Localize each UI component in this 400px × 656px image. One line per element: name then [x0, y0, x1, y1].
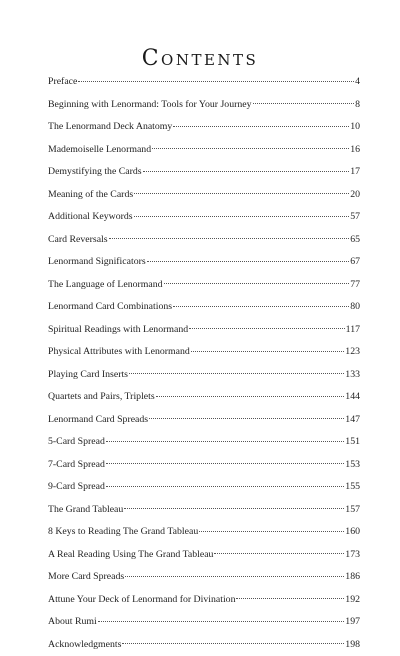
dot-leader [106, 441, 344, 442]
toc-entry-title: Physical Attributes with Lenormand [48, 341, 190, 364]
toc-entry [48, 206, 360, 229]
dot-leader [129, 373, 344, 374]
toc-entry-title: Lenormand Significators [48, 251, 146, 274]
toc-entry-title: About Rumi [48, 611, 97, 634]
dot-leader [109, 238, 350, 239]
toc-entry-page: 67 [350, 251, 360, 274]
toc-entry [48, 116, 360, 139]
dot-leader [199, 531, 344, 532]
toc-entry-page: 147 [345, 409, 360, 432]
dot-leader [152, 148, 349, 149]
toc-entry [48, 521, 360, 544]
toc-entry-title: Meaning of the Cards [48, 184, 133, 207]
toc-entry-page: 160 [345, 521, 360, 544]
toc-entry-page: 144 [345, 386, 360, 409]
dot-leader [124, 508, 344, 509]
toc-entry-page: 10 [350, 116, 360, 139]
toc-entry-page: 77 [350, 274, 360, 297]
toc-entry-page: 198 [345, 634, 360, 656]
toc-entry-title: Preface [48, 71, 77, 94]
toc-entry-title: 5-Card Spread [48, 431, 105, 454]
toc-entry [48, 296, 360, 319]
dot-leader [191, 351, 345, 352]
toc-entry-page: 20 [350, 184, 360, 207]
toc-entry-title: Additional Keywords [48, 206, 133, 229]
toc-entry-page: 173 [345, 544, 360, 567]
toc-entry-title: 8 Keys to Reading The Grand Tableau [48, 521, 198, 544]
toc-entry-title: Card Reversals [48, 229, 108, 252]
toc-entry-page: 133 [345, 364, 360, 387]
toc-entry-page: 16 [350, 139, 360, 162]
toc-entry [48, 229, 360, 252]
dot-leader [143, 171, 350, 172]
toc-entry-title: Mademoiselle Lenormand [48, 139, 151, 162]
dot-leader [214, 553, 344, 554]
dot-leader [122, 643, 344, 644]
toc-entry [48, 184, 360, 207]
dot-leader [147, 261, 350, 262]
toc-entry-title: Lenormand Card Combinations [48, 296, 172, 319]
toc-entry [48, 454, 360, 477]
table-of-contents [48, 68, 360, 656]
toc-entry [48, 566, 360, 589]
dot-leader [106, 463, 344, 464]
toc-entry-page: 157 [345, 499, 360, 522]
toc-entry-page: 57 [350, 206, 360, 229]
toc-entry [48, 71, 360, 94]
toc-entry-title: A Real Reading Using The Grand Tableau [48, 544, 213, 567]
toc-entry [48, 409, 360, 432]
toc-entry-title: 7-Card Spread [48, 454, 105, 477]
dot-leader [134, 193, 349, 194]
toc-entry-page: 153 [345, 454, 360, 477]
toc-entry [48, 386, 360, 409]
toc-entry-page: 80 [350, 296, 360, 319]
dot-leader [149, 418, 344, 419]
toc-entry-title: The Language of Lenormand [48, 274, 163, 297]
toc-entry [48, 161, 360, 184]
dot-leader [189, 328, 345, 329]
toc-entry-page: 17 [350, 161, 360, 184]
dot-leader [173, 126, 349, 127]
toc-entry-title: The Lenormand Deck Anatomy [48, 116, 172, 139]
toc-entry [48, 634, 360, 656]
toc-entry-title: Playing Card Inserts [48, 364, 128, 387]
toc-entry [48, 341, 360, 364]
toc-entry-title: Quartets and Pairs, Triplets [48, 386, 155, 409]
page-title: Contents [0, 46, 400, 71]
toc-entry [48, 431, 360, 454]
toc-entry [48, 544, 360, 567]
toc-entry-title: Spiritual Readings with Lenormand [48, 319, 188, 342]
toc-entry-title: The Grand Tableau [48, 499, 123, 522]
toc-entry-title: More Card Spreads [48, 566, 124, 589]
toc-entry [48, 94, 360, 117]
toc-entry [48, 476, 360, 499]
toc-entry-title: Demystifying the Cards [48, 161, 142, 184]
toc-entry [48, 499, 360, 522]
toc-entry [48, 364, 360, 387]
toc-entry-page: 123 [345, 341, 360, 364]
dot-leader [106, 486, 344, 487]
toc-entry-page: 186 [345, 566, 360, 589]
dot-leader [253, 103, 355, 104]
dot-leader [78, 81, 354, 82]
toc-entry-page: 4 [355, 71, 360, 94]
toc-entry [48, 139, 360, 162]
toc-entry-page: 155 [345, 476, 360, 499]
toc-entry-page: 65 [350, 229, 360, 252]
dot-leader [134, 216, 350, 217]
toc-entry-title: Beginning with Lenormand: Tools for Your Journey [48, 94, 252, 117]
toc-entry [48, 274, 360, 297]
toc-entry-title: 9-Card Spread [48, 476, 105, 499]
toc-entry [48, 611, 360, 634]
toc-entry-page: 192 [345, 589, 360, 612]
toc-entry-page: 197 [345, 611, 360, 634]
toc-entry-page: 117 [346, 319, 360, 342]
dot-leader [156, 396, 345, 397]
toc-entry-page: 8 [355, 94, 360, 117]
dot-leader [125, 576, 344, 577]
toc-entry [48, 319, 360, 342]
dot-leader [236, 598, 344, 599]
dot-leader [173, 306, 349, 307]
dot-leader [98, 621, 345, 622]
toc-entry-title: Attune Your Deck of Lenormand for Divination [48, 589, 235, 612]
toc-entry-title: Acknowledgments [48, 634, 121, 656]
toc-entry-page: 151 [345, 431, 360, 454]
toc-entry [48, 251, 360, 274]
dot-leader [164, 283, 350, 284]
toc-entry-title: Lenormand Card Spreads [48, 409, 148, 432]
